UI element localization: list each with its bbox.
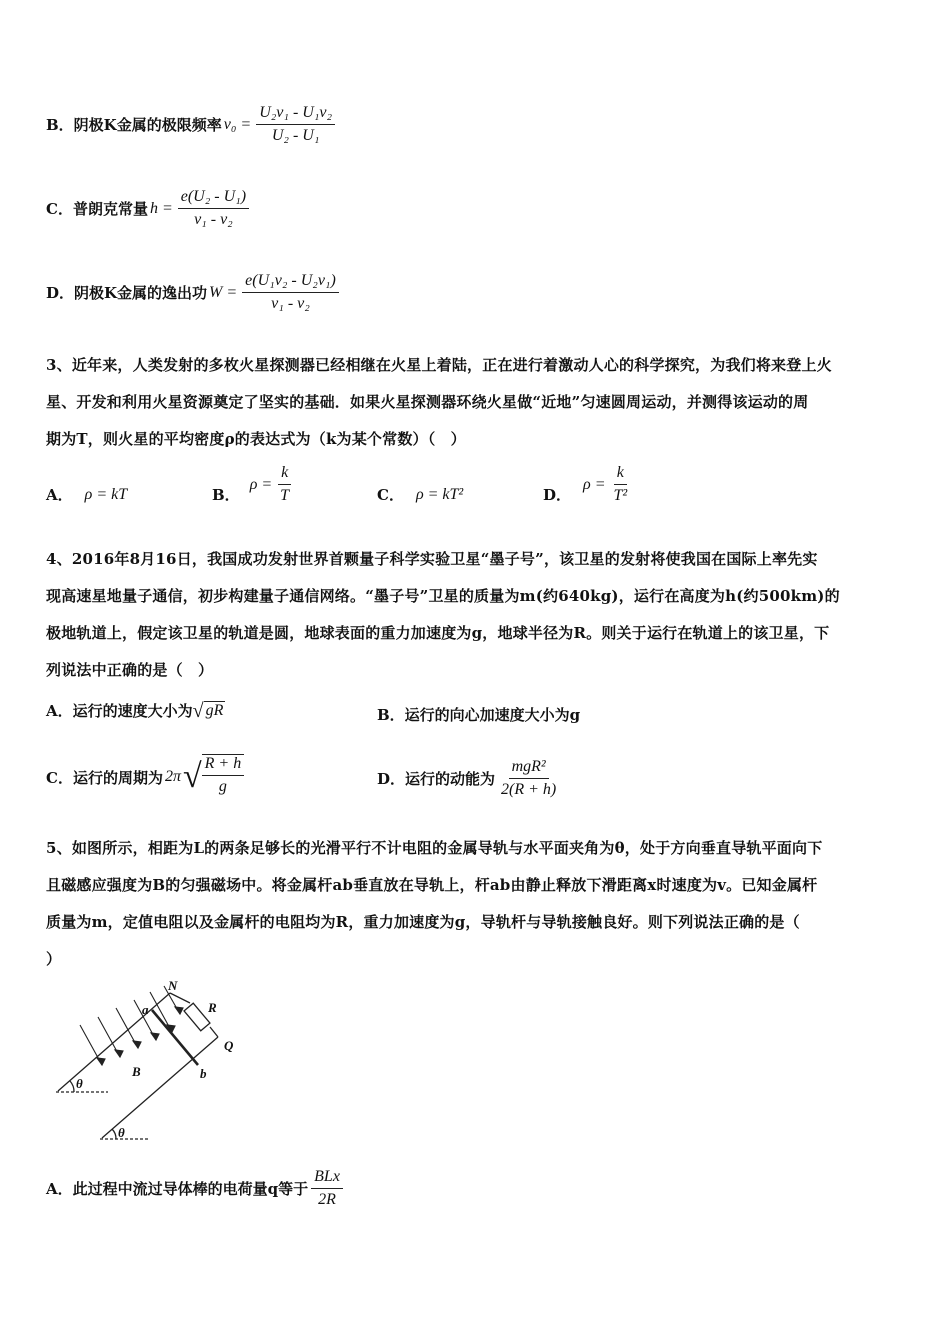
q3-option-d-lhs: ρ =	[583, 475, 606, 493]
q3-option-a	[46, 484, 129, 505]
q4-option-b	[377, 704, 580, 725]
q3-option-c	[377, 484, 465, 505]
q2-option-c-lhs: h =	[149, 199, 173, 217]
fraction-numerator: R + h	[202, 755, 245, 776]
q2-option-d-fraction	[242, 272, 339, 313]
q4-option-c	[46, 754, 244, 800]
fraction-denominator: 2R	[318, 1191, 336, 1208]
fraction-numerator: BLx	[311, 1168, 343, 1189]
sqrt-symbol-icon: √	[192, 699, 204, 722]
q3-option-b-label: B．	[212, 486, 240, 504]
magnetic-field-arrows	[80, 986, 183, 1065]
q5-option-a	[46, 1168, 346, 1209]
q2-option-c-label: C．普朗克常量	[46, 200, 148, 218]
label-theta-upper: θ	[76, 1076, 83, 1091]
q5-option-a-fraction	[311, 1168, 343, 1209]
q2-option-d-label: D．阴极K金属的逸出功	[46, 284, 208, 302]
q2-option-b-label: B．阴极K金属的极限频率	[46, 116, 222, 134]
label-r: R	[208, 1000, 217, 1015]
fraction-denominator: T	[280, 487, 290, 504]
q4-option-d-label: D．运行的动能为	[377, 770, 496, 788]
q4-option-a-sqrt	[193, 701, 226, 721]
q3-option-b-lhs: ρ =	[249, 475, 273, 493]
inclined-rails-figure	[50, 980, 260, 1145]
q3-option-d-label: D．	[543, 486, 572, 504]
q4-option-c-sqrt	[183, 754, 244, 800]
q3-line-2: 星、开发和利用火星资源奠定了坚实的基础．如果火星探测器环绕火星做“近地”匀速圆周运动，并测得该运动的周	[46, 393, 809, 411]
label-b: b	[200, 1066, 207, 1081]
label-q: Q	[224, 1038, 234, 1053]
angle-arc-upper	[70, 1081, 74, 1092]
q5-line-2: 且磁感应强度为B的匀强磁场中。将金属杆ab垂直放在导轨上，杆ab由静止释放下滑距离x时速度为v。已知金属杆	[46, 876, 818, 894]
resistor-r	[184, 1003, 210, 1031]
fraction-numerator: k	[278, 464, 291, 485]
fraction-denominator: ν₁ - ν₂	[271, 295, 310, 312]
fraction-denominator: g	[218, 778, 227, 795]
q2-option-b	[46, 104, 338, 145]
q5-line-4: ）	[46, 950, 62, 968]
fraction-denominator: ν₁ - ν₂	[194, 211, 233, 228]
fraction-numerator: mgR²	[509, 758, 549, 779]
q4-option-c-label: C．运行的周期为	[46, 768, 163, 787]
q4-option-a	[46, 700, 225, 721]
q2-option-c	[46, 188, 252, 229]
rod-ab	[152, 1010, 198, 1065]
q4-line-3: 极地轨道上，假定该卫星的轨道是圆，地球表面的重力加速度为g，地球半径为R。则关于运行在轨道上的该卫星，下	[46, 624, 830, 642]
q2-option-b-lhs: ν₀ =	[223, 115, 252, 133]
label-b-field: B	[132, 1064, 141, 1079]
q3-option-d-fraction	[611, 464, 631, 505]
q5-line-3: 质量为m，定值电阻以及金属杆的电阻均为R，重力加速度为g，导轨杆与导轨接触良好。则下列说法正确的是（	[46, 913, 800, 931]
fraction-numerator: e(U₁ν₂ - U₂ν₁)	[242, 272, 339, 293]
q3-option-c-label: C．	[377, 486, 404, 504]
fraction-numerator: k	[614, 464, 627, 485]
q3-option-c-expr: ρ = kT²	[415, 485, 464, 503]
sqrt-radicand: gR	[205, 701, 224, 719]
side-wire	[210, 1027, 218, 1037]
q4-option-c-coef: 2π	[164, 768, 181, 785]
q3-line-1: 3、近年来，人类发射的多枚火星探测器已经相继在火星上着陆，正在进行着激动人心的科学探究，为我们将来登上火	[46, 356, 832, 374]
q4-line-2: 现高速星地量子通信，初步构建量子通信网络。“墨子号”卫星的质量为m(约640kg)，运行在高度为h(约500km)的	[46, 587, 840, 605]
q4-option-d	[377, 758, 562, 799]
fraction-numerator: e(U₂ - U₁)	[178, 188, 249, 209]
q2-option-b-fraction	[256, 104, 335, 145]
q4-line-4: 列说法中正确的是（ ）	[46, 661, 214, 679]
label-a: a	[142, 1002, 149, 1017]
fraction-denominator: T²	[613, 487, 628, 504]
q4-option-a-label: A．运行的速度大小为	[46, 702, 193, 720]
q5-option-a-label: A．此过程中流过导体棒的电荷量q等于	[46, 1180, 309, 1198]
q4-option-c-fraction	[202, 755, 245, 796]
q3-option-a-expr: ρ = kT	[84, 485, 128, 503]
q3-option-d	[543, 464, 633, 505]
q4-option-b-label: B．运行的向心加速度大小为g	[377, 706, 581, 724]
q3-option-b	[212, 464, 295, 505]
angle-arc-lower	[112, 1129, 116, 1139]
q3-option-b-fraction	[277, 464, 292, 505]
label-n: N	[168, 980, 178, 993]
q5-line-1: 5、如图所示，相距为L的两条足够长的光滑平行不计电阻的金属导轨与水平面夹角为θ，处于方向垂直导轨平面向下	[46, 839, 823, 857]
sqrt-symbol-icon: √	[182, 758, 202, 795]
fraction-numerator: U₂ν₁ - U₁ν₂	[256, 104, 335, 125]
fraction-denominator: 2(R + h)	[501, 781, 557, 798]
upper-rail	[58, 993, 170, 1091]
fraction-denominator: U₂ - U₁	[271, 127, 320, 144]
q4-line-1: 4、2016年8月16日，我国成功发射世界首颗量子科学实验卫星“墨子号”，该卫星的发射将使我国在国际上率先实	[46, 550, 818, 568]
q2-option-c-fraction	[178, 188, 249, 229]
q3-line-3: 期为T，则火星的平均密度ρ的表达式为（k为某个常数）（ ）	[46, 430, 466, 448]
q2-option-d	[46, 272, 342, 313]
label-theta-lower: θ	[118, 1125, 125, 1140]
q4-option-d-fraction	[498, 758, 559, 799]
sqrt-radicand	[202, 754, 245, 800]
q3-option-a-label: A．	[46, 486, 73, 504]
q2-option-d-lhs: W =	[209, 283, 238, 301]
